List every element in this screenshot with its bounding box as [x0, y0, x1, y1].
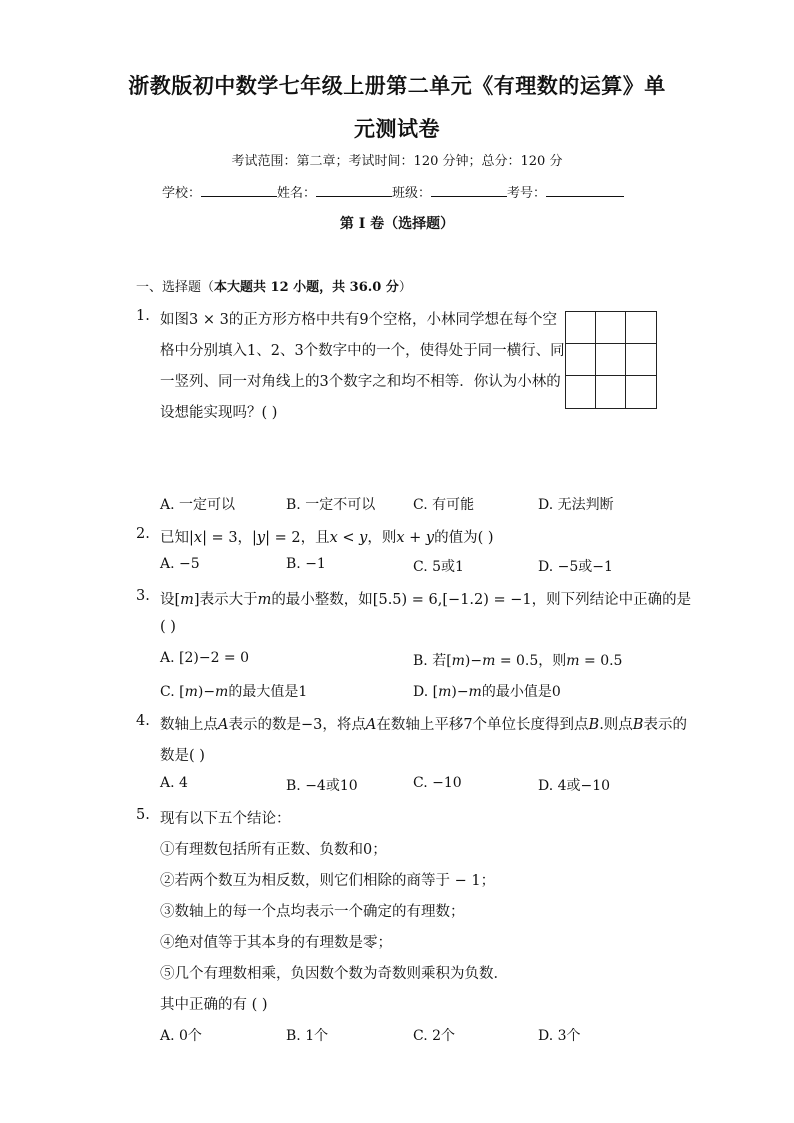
class-label: 班级：: [392, 186, 432, 201]
option-b[interactable]: B. −4或10: [286, 778, 358, 794]
question-prompt: 其中正确的有 ( ): [160, 997, 268, 1013]
grid-cell: [596, 312, 626, 344]
question-text: 数轴上点𝐴表示的数是−3，将点𝐴在数轴上平移7个单位长度得到点𝐵.则点𝐵表示的: [160, 717, 687, 733]
grid-cell: [596, 376, 626, 408]
statement-4: ④绝对值等于其本身的有理数是零；: [160, 935, 392, 951]
option-d[interactable]: D. [𝑚)−𝑚的最小值是0: [413, 684, 561, 700]
option-b[interactable]: B. 1个: [286, 1028, 329, 1044]
student-fields-row: [162, 182, 624, 201]
question-number: 5.: [136, 807, 150, 823]
section-heading: 一、选择题（本大题共 12 小题，共 36.0 分）: [136, 280, 412, 295]
option-d[interactable]: D. −5或−1: [538, 559, 613, 575]
name-blank[interactable]: [316, 182, 392, 197]
option-a[interactable]: A. 4: [160, 775, 188, 791]
question-text: 设[𝑚]表示大于𝑚的最小整数，如[5.5) = 6,[−1.2) = −1，则下列结论中正确的是: [160, 592, 692, 608]
option-a[interactable]: A. −5: [160, 556, 200, 572]
question-number: 2.: [136, 526, 150, 542]
option-c[interactable]: C. 2个: [413, 1028, 456, 1044]
document-title-line-2: 元测试卷: [354, 116, 440, 141]
question-text: 设想能实现吗？( ): [160, 405, 278, 421]
grid-cell: [596, 344, 626, 376]
grid-cell: [626, 344, 656, 376]
question-number: 1.: [136, 308, 150, 324]
statement-2: ②若两个数互为相反数，则它们相除的商等于 − 1；: [160, 873, 496, 889]
question-text: ( ): [160, 619, 176, 635]
question-text: 已知|𝑥| = 3，|𝑦| = 2，且𝑥 < 𝑦，则𝑥 + 𝑦的值为( ): [160, 530, 494, 546]
question-text: 现有以下五个结论：: [160, 811, 291, 827]
question-number: 3.: [136, 588, 150, 604]
document-title-line-1: 浙教版初中数学七年级上册第二单元《有理数的运算》单: [128, 73, 666, 98]
option-d[interactable]: D. 4或−10: [538, 778, 611, 794]
option-c[interactable]: C. 有可能: [413, 497, 475, 513]
grid-cell: [626, 312, 656, 344]
name-label: 姓名：: [277, 186, 317, 201]
question-number: 4.: [136, 713, 150, 729]
exam-info: 考试范围：第二章；考试时间：120 分钟；总分：120 分: [231, 154, 563, 169]
option-c[interactable]: C. 5或1: [413, 559, 464, 575]
volume-heading: 第 I 卷（选择题）: [339, 216, 455, 232]
option-b[interactable]: B. 若[𝑚)−𝑚 = 0.5，则𝑚 = 0.5: [413, 653, 623, 669]
class-blank[interactable]: [431, 182, 507, 197]
grid-cell: [566, 376, 596, 408]
option-c[interactable]: C. −10: [413, 775, 462, 791]
statement-1: ①有理数包括所有正数、负数和0；: [160, 842, 387, 858]
option-b[interactable]: B. −1: [286, 556, 326, 572]
school-blank[interactable]: [201, 182, 277, 197]
option-a[interactable]: A. 一定可以: [160, 497, 236, 513]
three-by-three-grid-figure: [565, 311, 657, 409]
question-text: 一竖列、同一对角线上的3个数字之和均不相等．你认为小林的: [160, 374, 561, 390]
grid-cell: [566, 312, 596, 344]
option-d[interactable]: D. 3个: [538, 1028, 581, 1044]
school-label: 学校：: [162, 186, 202, 201]
grid-cell: [566, 344, 596, 376]
option-a[interactable]: A. [2)−2 = 0: [160, 650, 250, 666]
statement-5: ⑤几个有理数相乘，负因数个数为奇数则乘积为负数．: [160, 966, 508, 982]
option-b[interactable]: B. 一定不可以: [286, 497, 376, 513]
question-text: 格中分别填入1、2、3个数字中的一个，使得处于同一横行、同: [160, 343, 565, 359]
number-blank[interactable]: [546, 182, 624, 197]
grid-cell: [626, 376, 656, 408]
statement-3: ③数轴上的每一个点均表示一个确定的有理数；: [160, 904, 465, 920]
option-d[interactable]: D. 无法判断: [538, 497, 614, 513]
question-text: 如图3 × 3的正方形方格中共有9个空格，小林同学想在每个空: [160, 312, 558, 328]
option-c[interactable]: C. [𝑚)−𝑚的最大值是1: [160, 684, 308, 700]
question-text: 数是( ): [160, 748, 205, 764]
number-label: 考号：: [507, 186, 547, 201]
option-a[interactable]: A. 0个: [160, 1028, 202, 1044]
